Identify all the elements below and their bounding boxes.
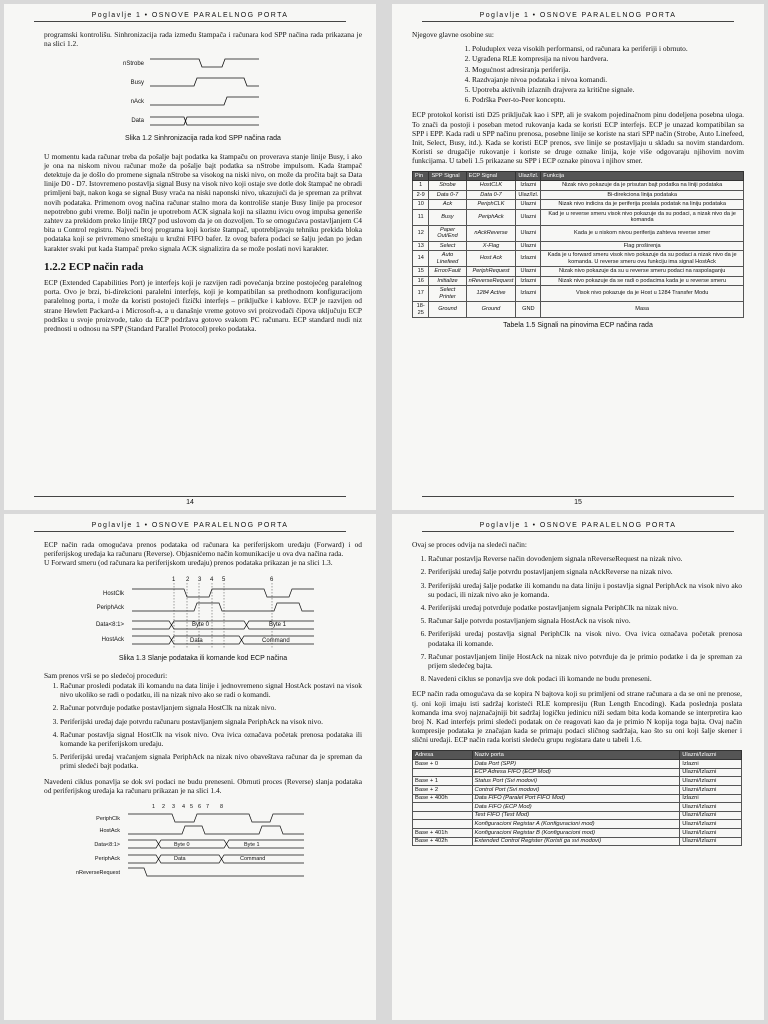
procedure-intro: Sam prenos vrši se po sledećoj proceduri:: [44, 670, 168, 680]
table-cell: Ulazni/Izlazni: [680, 803, 742, 812]
table-cell: Ground: [429, 302, 466, 318]
body-paragraph: Navedeni ciklus ponavlja se dok svi podaci ne budu preneseni. Obrnuti proces (Reverse) slanja podataka od periferijskog uređaja ka računaru prikazan je na slici 1.4.: [44, 776, 362, 795]
table-row: [413, 251, 744, 267]
list-item: 2. Računar potvrđuje podatke postavljanjem signala HostClk na nizak nivo.: [60, 703, 362, 712]
table-cell: 10: [413, 200, 429, 210]
table-cell: 18-25: [413, 302, 429, 318]
list-item: 6. Podrška Peer-to-Peer konceptu.: [472, 95, 744, 104]
list-item: 3. Mogućnost adresiranja periferija.: [472, 65, 744, 74]
table-cell: Paper Out/End: [429, 225, 466, 241]
signal-label: nReverseRequest: [75, 870, 120, 877]
signal-label: Data<8:1>: [95, 621, 124, 628]
signal-label: nStrobe: [122, 61, 144, 68]
table-cell: Nizak nivo pokazuje da su u reverse smeru podaci na raspolaganju: [541, 267, 744, 277]
table-cell: Konfiguracioni Registar A (Konfiguracioni mod): [472, 820, 680, 829]
table-cell: Kad je u reverse smeru visok nivo pokazuje da su podaci, a nizak nivo da je komanda: [541, 209, 744, 225]
table-cell: Ulazni/Izlazni: [680, 837, 742, 846]
fig-number: 2: [162, 804, 166, 811]
table-row: [413, 190, 744, 200]
list-item: 2. Ugrađena RLE kompresija na nivou hardvera.: [472, 54, 744, 63]
table-cell: Izlazni: [516, 276, 541, 286]
table-cell: Error/Fault: [429, 267, 466, 277]
body-paragraph: ECP način rada omogućava da se kopira N bajtova koji su primljeni od strane računara a da se oni ne prenose, tj. oni koji imaju isti sadržaj koristeći RLE kompresiju (Run Length Encoding). Kada poslednja poslata komanda ima svoj najznačajniji bit sadržaj logičku jedinicu niži sedam bita koda komande se interpretira kao broj N. Kad interfejs primi sledeći podatak on će reagovati kao da je primio N kopija toga bajta. Ovaj način kompresije podataka je značajan kada se primaju podaci sličnog sadržaja, kao što su oni koji šalje skener i slični uređaji. ECP način rada koristi sledeću grupu registara date u tabeli 1.6.: [412, 689, 742, 745]
page-15: [392, 4, 764, 510]
table-cell: 2-9: [413, 190, 429, 200]
table-cell: Auto Linefeed: [429, 251, 466, 267]
table-cell: nReverseRequest: [466, 276, 516, 286]
page-content: [44, 30, 362, 338]
ecp-forward-timing-diagram: [44, 573, 362, 651]
intro-text: programski kontrolišu. Sinhronizacija rada između štampača i računara kod SPP načina rada prikazana je na slici 1.2.: [44, 30, 362, 49]
list-item: 5. Računar šalje potvrdu postavljanjem signala HostAck na visok nivo.: [428, 616, 742, 625]
page-17: [392, 514, 764, 1020]
list-item: 8. Navedeni ciklus se ponavlja sve dok podaci ili komande ne budu preneseni.: [428, 674, 742, 683]
table-cell: Status Port (Svi modovi): [472, 777, 680, 786]
table-cell: 15: [413, 267, 429, 277]
fig-number: 2: [186, 576, 190, 583]
list-item: 4. Razdvajanje nivoa podataka i nivoa komandi.: [472, 75, 744, 84]
table-cell: 17: [413, 286, 429, 302]
page-content: [412, 540, 742, 846]
list-item: 3. Periferijski uređaj šalje podatke ili komandu na data liniju i postavlja signal PeriphAck na visok nivo ako su podaci, ili nizak nivo ako je komanda.: [428, 581, 742, 599]
page-16: [4, 514, 376, 1020]
body-paragraph: ECP protokol koristi isti D25 priključak kao i SPP, ali je svakom pojedinačnom pinu dodeljena posebna uloga. To znači da postoji i poseban metod rukovanja kada se koristi ECP interfejs. ECP je unazad kompatibilan sa SPP i EPP. Kada radi u SPP načinu prenosa, posebne linije se koriste na stari SPP način (Strobe, Auto Linefeed, Init, Select, Busy, itd.). Kada se koristi ECP prenos, sve linije se postavljaju u skladu sa novim standardom. Koristi se drugačije rukovanje i koriste se druge oznake linija, koje više odgovaraju njihovim novim funkcijama. U tabeli 1.5 prikazane su SPP i ECP oznake pinova i njihov smer.: [412, 110, 744, 166]
fig-number: 3: [172, 804, 176, 811]
table-cell: Ulazni/Izlazni: [680, 777, 742, 786]
table-row: [413, 829, 742, 838]
table-cell: Ulazni: [516, 200, 541, 210]
table-row: [413, 794, 742, 803]
fig-number: 5: [190, 804, 194, 811]
fig-number: 4: [182, 804, 186, 811]
table-cell: Ulazni: [516, 241, 541, 251]
table-cell: Kada je u niskom nivou periferija zahteva reverse smer: [541, 225, 744, 241]
table-cell: Base + 1: [413, 777, 473, 786]
table-cell: X-Flag: [466, 241, 516, 251]
table-cell: 14: [413, 251, 429, 267]
table-row: [413, 225, 744, 241]
signal-label: PeriphAck: [96, 604, 124, 611]
signal-label: Busy: [130, 80, 144, 87]
table-cell: Data 0-7: [466, 190, 516, 200]
body-paragraph: ECP način rada omogućava prenos podataka od računara ka periferijskom uređaju (Forward) i od periferijskog uređaja ka računaru (Reverse). Objasnićemo način komunikacije u ova dva načina rada.: [44, 540, 362, 559]
table-cell: Izlazni: [516, 181, 541, 191]
fig-label: Command: [262, 637, 290, 644]
table-cell: Ulazni/Izlazni: [680, 820, 742, 829]
ecp-register-table: [412, 750, 742, 847]
table-cell: Bi-direkciona linija podataka: [541, 190, 744, 200]
table-cell: Data FIFO (ECP Mod): [472, 803, 680, 812]
table-row: [413, 286, 744, 302]
fig-label: Byte 0: [192, 621, 210, 628]
table-row: [413, 267, 744, 277]
table-row: [413, 302, 744, 318]
page-header: Poglavlje 1 • OSNOVE PARALELNOG PORTA: [34, 522, 346, 532]
table-cell: Visok nivo pokazuje da je Host u 1284 Transfer Modu: [541, 286, 744, 302]
fig-number: 4: [210, 576, 214, 583]
page-header: Poglavlje 1 • OSNOVE PARALELNOG PORTA: [422, 522, 734, 532]
table-cell: 12: [413, 225, 429, 241]
table-cell: 11: [413, 209, 429, 225]
fig-label: Byte 0: [174, 842, 190, 849]
fig-label: Byte 1: [244, 842, 260, 849]
ecp-signal-table: [412, 171, 744, 319]
table-cell: Ulazni: [516, 209, 541, 225]
table-cell: Select: [429, 241, 466, 251]
table-header: Pin: [413, 171, 429, 181]
page-14: [4, 4, 376, 510]
page-content: [412, 30, 744, 338]
table-header: Funkcija: [541, 171, 744, 181]
intro-text: Njegove glavne osobine su:: [412, 30, 494, 39]
fig-number: 6: [198, 804, 202, 811]
table-cell: Masa: [541, 302, 744, 318]
table-row: [413, 768, 742, 777]
table-cell: Data 0-7: [429, 190, 466, 200]
signal-label: HostClk: [102, 590, 124, 597]
table-cell: Nizak nivo pokazuje da je prisutan bajt podatka na liniji podataka: [541, 181, 744, 191]
table-cell: Izlazni: [680, 794, 742, 803]
page-number: 14: [34, 496, 346, 506]
table-cell: Ulaz/Izl.: [516, 190, 541, 200]
body-paragraph: ECP (Extended Capabilities Port) je interfejs koji je razvijen radi povećanja brzine postojećeg paralelnog porta. Ovo je brzi, bi-direkcioni paralelni interfejs, koji je kompatibilan sa prethodnom konfiguracijom paralelnog porta, i može da koristi postojeći fizički interfejs – priključke i kablove. ECP je razvijen od strane Hewlett Packard-a i Microsoft-a, a u današnje vreme gotovo svi proizvođači čipova uključuju ECP podršku u svoje proizvode, tako da ECP podržava gotovo svakom PC računaru. ECP standard nudi niz prednosti u odnosu na SPP (Standard Parallel Protocol) preko podataka.: [44, 278, 362, 334]
table-cell: Base + 401h: [413, 829, 473, 838]
table-cell: Initialize: [429, 276, 466, 286]
fig-number: 3: [198, 576, 202, 583]
page-header: Poglavlje 1 • OSNOVE PARALELNOG PORTA: [422, 12, 734, 22]
signal-label: nAck: [130, 99, 144, 106]
table-row: [413, 837, 742, 846]
table-cell: Ulazni/Izlazni: [680, 768, 742, 777]
table-cell: 13: [413, 241, 429, 251]
table-cell: Ulazni/Izlazni: [680, 786, 742, 795]
table-cell: [413, 811, 473, 820]
list-item: 7. Računar postavljanjem linije HostAck na nizak nivo potvrđuje da je primio podatke i da je spreman za prijem sledećeg bajta.: [428, 652, 742, 670]
table-cell: Izlazni: [680, 760, 742, 769]
fig-label: Data: [174, 856, 186, 863]
figure-caption: Slika 1.3 Slanje podataka ili komande kod ECP načina: [118, 654, 288, 662]
list-item: 6. Periferijski uređaj postavlja signal PeriphClk na visok nivo. Ova ivica označava početak prenosa podataka ili komande.: [428, 629, 742, 647]
table-cell: Izlazni: [516, 286, 541, 302]
table-cell: 1284 Active: [466, 286, 516, 302]
page-header: Poglavlje 1 • OSNOVE PARALELNOG PORTA: [34, 12, 346, 22]
table-cell: Ulazni/Izlazni: [680, 811, 742, 820]
fig-label: Command: [240, 856, 266, 863]
table-cell: Kada je u forward smeru visok nivo pokazuje da su podaci a nizak nivo da je komanda. U reverse smeru ovu funkciju ima signal HostAck: [541, 251, 744, 267]
table-cell: Ulazni: [516, 225, 541, 241]
list-item: 4. Računar postavlja signal HostClk na visok nivo. Ova ivica označava početak prenosa podataka ili komande ka periferijskom uređaju.: [60, 730, 362, 748]
list-item: 3. Periferijski uređaj daje potvrdu računaru postavljanjem signala PeriphAck na visok nivo.: [60, 717, 362, 726]
list-item: 1. Računar postavlja Reverse način dovođenjem signala nReverseRequest na nizak nivo.: [428, 554, 742, 563]
table-cell: Data Port (SPP): [472, 760, 680, 769]
table-cell: Test FIFO (Test Mod): [472, 811, 680, 820]
table-cell: Base + 402h: [413, 837, 473, 846]
table-cell: Base + 2: [413, 786, 473, 795]
table-header: Adresa: [413, 750, 473, 760]
table-row: [413, 760, 742, 769]
list-item: 5. Periferijski uređaj vraćanjem signala PeriphAck na nizak nivo obaveštava računar da je spreman da primi sledeći bajt podatka.: [60, 752, 362, 770]
table-cell: PeriphRequest: [466, 267, 516, 277]
table-cell: [413, 803, 473, 812]
signal-label: HostAck: [99, 828, 120, 835]
fig-number: 7: [206, 804, 210, 811]
table-row: [413, 777, 742, 786]
signal-label: HostAck: [101, 636, 124, 643]
table-cell: Ulazni/Izlazni: [680, 829, 742, 838]
list-item: 1. Računar prosledi podatak ili komandu na data linije i jednovremeno signal HostAck postavi na visok nivo ukoliko se radi o podatku, ili na nizak nivo ako se radi o komandi.: [60, 681, 362, 699]
list-item: 2. Periferijski uređaj šalje potvrdu postavljanjem signala nAckReverse na nizak nivo.: [428, 567, 742, 576]
signal-label: Data: [131, 118, 144, 125]
list-item: 5. Upotreba aktivnih izlaznih drajvera za kritične signale.: [472, 85, 744, 94]
table-header: ECP Signal: [466, 171, 516, 181]
signal-label: PeriphAck: [94, 856, 120, 863]
table-row: [413, 209, 744, 225]
table-cell: [413, 768, 473, 777]
body-paragraph: U Forward smeru (od računara ka periferijskom uređaju) prenos podataka prikazan je na slici 1.3.: [44, 558, 333, 568]
table-cell: Control Port (Svi modovi): [472, 786, 680, 795]
table-cell: 1: [413, 181, 429, 191]
table-cell: Base + 400h: [413, 794, 473, 803]
table-cell: nAckReverse: [466, 225, 516, 241]
fig-number: 8: [220, 804, 224, 811]
table-row: [413, 181, 744, 191]
table-cell: HostCLK: [466, 181, 516, 191]
table-cell: Data FIFO (Paralel Port FIFO Mod): [472, 794, 680, 803]
table-cell: Base + 0: [413, 760, 473, 769]
signal-label: PeriphClk: [96, 816, 120, 823]
table-cell: Select Printer: [429, 286, 466, 302]
fig-label: Byte 1: [269, 621, 287, 628]
table-cell: 16: [413, 276, 429, 286]
table-cell: Ack: [429, 200, 466, 210]
process-steps: [412, 554, 742, 683]
body-paragraph: U momentu kada računar treba da pošalje bajt podatka ka štampaču on proverava stanje linije Busy, i ako je ona na niskom nivou računar može da pošalje bajt podatka sa nStrobe impulsom. Kada štampač detektuje da je došlo do promene signala nStrobe sa visokog na niski nivo, on može da pročita bajt sa Data linije D0 - D7. Istovremeno postavlja signal Busy na visok nivo koji ostaje sve dotle dok štampač ne obradi primljeni bajt, nakon koga se signal Busy vraća na niski naponski nivo, ukazujući da je spreman za prihvat novih podataka. Primenom ovog načina računar stalno mora da kontroliše stanje Busy linije pa procesor nepotrebno gubi vreme. Bolji način je upotrebom ACK signala koji na silaznu ivicu ovog impulsa generiše zahtev za prekidom preko linije IRQ7 pod uslovom da je on dozvoljen. To se omogućava postavljanjem C4 bita u Control registru. Najveći broj programa koji koriste štampač, upotrebljavaju tehniku prekida bloka podataka koji se privremeno smeštaju u kružni FIFO bafer. Iz ovog bafera podaci se šalju jedan po jedan karakter svaki put kada štampač preko signala ACK signalizira da se može poslati novi karakter.: [44, 151, 362, 253]
fig-number: 5: [222, 576, 226, 583]
table-header: Naziv porta: [472, 750, 680, 760]
table-cell: PeriphAck: [466, 209, 516, 225]
table-cell: Nizak nivo pokazuje da se radi o podacima kada je u reverse smeru: [541, 276, 744, 286]
table-row: [413, 276, 744, 286]
table-row: [413, 786, 742, 795]
table-cell: [413, 820, 473, 829]
table-cell: Ulazni: [516, 267, 541, 277]
page-number: 15: [422, 496, 734, 506]
table-row: [413, 803, 742, 812]
fig-number: 1: [172, 576, 176, 583]
table-header: Ulaz/Izl.: [516, 171, 541, 181]
page-content: [44, 540, 362, 880]
table-row: [413, 811, 742, 820]
table-row: [413, 820, 742, 829]
table-cell: Host Ack: [466, 251, 516, 267]
list-item: 4. Periferijski uređaj potvrđuje podatke postavljanjem signala PeriphClk na nizak nivo.: [428, 603, 742, 612]
table-row: [413, 200, 744, 210]
table-cell: ECP Adresa FIFO (ECP Mod): [472, 768, 680, 777]
table-caption: Tabela 1.5 Signali na pinovima ECP načina rada: [503, 322, 653, 330]
ecp-reverse-timing-diagram: [44, 800, 362, 880]
intro-text: Ovaj se proces odvija na sledeći način:: [412, 540, 527, 549]
table-cell: Flag proširenja: [541, 241, 744, 251]
table-cell: Konfiguracioni Registar B (Konfiguracioni mod): [472, 829, 680, 838]
table-header: Ulazni/Izlazni: [680, 750, 742, 760]
feature-list: [412, 44, 744, 104]
figure-caption: Slika 1.2 Sinhronizacija rada kod SPP načina rada: [125, 135, 281, 143]
table-cell: GND: [516, 302, 541, 318]
table-row: [413, 241, 744, 251]
table-cell: Ground: [466, 302, 516, 318]
table-cell: Nizak nivo indicira da je periferija poslala podatak na liniju podataka: [541, 200, 744, 210]
table-cell: Izlazni: [516, 251, 541, 267]
spp-timing-diagram: [44, 53, 362, 131]
table-cell: Strobe: [429, 181, 466, 191]
list-item: 1. Poluduplex veza visokih performansi, od računara ka periferiji i obrnuto.: [472, 44, 744, 53]
procedure-steps: [44, 681, 362, 771]
signal-label: Data<8:1>: [94, 842, 120, 849]
table-cell: PeriphCLK: [466, 200, 516, 210]
table-header: SPP Signal: [429, 171, 466, 181]
table-cell: Extended Control Register (Koristi ga svi modovi): [472, 837, 680, 846]
section-heading: 1.2.2 ECP način rada: [44, 260, 144, 273]
fig-label: Data: [190, 637, 203, 644]
fig-number: 6: [270, 576, 274, 583]
fig-number: 1: [152, 804, 156, 811]
table-cell: Busy: [429, 209, 466, 225]
